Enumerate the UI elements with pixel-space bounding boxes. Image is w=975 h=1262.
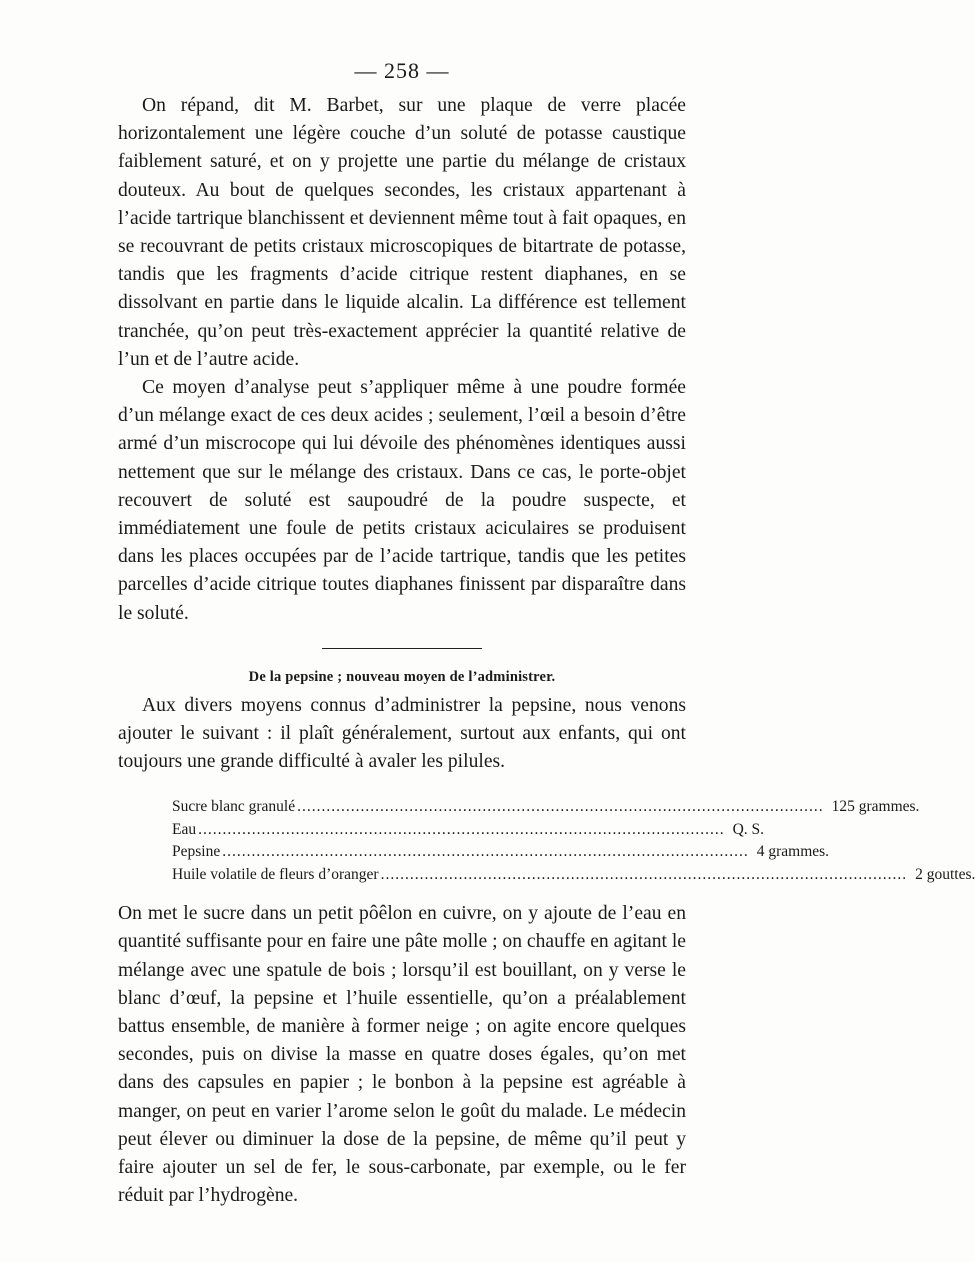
paragraph-powder-analysis: Ce moyen d’analyse peut s’appliquer même à une poudre formée d’un mélange exact de ces deux acides ; seulement, l’œil a besoin d’être armé d’un miscrocope qui lui dévoile des phénomènes identiques aussi nettement que sur le mélange des cristaux. Dans ce cas, le porte-objet recouvert de soluté est saupoudré de la poudre suspecte, et immédiatement une foule de petits cristaux aciculaires se produisent dans les places occupées par de l’acide tartrique, tandis que les petites parcelles d’acide citrique toutes diaphanes finissent par disparaître dans le soluté. <box>118 377 686 624</box>
recipe-row <box>172 841 830 863</box>
page-number: — 258 — <box>354 58 450 83</box>
leader-dots: ............................................................................................................ <box>297 798 824 816</box>
paragraph-preparation: On met le sucre dans un petit pôêlon en cuivre, on y ajoute de l’eau en quantité suffisante pour en faire une pâte molle ; on chauffe en agitant le mélange avec une spatule de bois ; lorsqu’il est bouillant, on y verse le blanc d’œuf, la pepsine et l’huile essentielle, qu’on a préalablement battus ensemble, de manière à former neige ; on agite encore quelques secondes, puis on divise la masse en quatre doses égales, qu’on met dans des capsules en papier ; le bonbon à la pepsine est agréable à manger, on peut en varier l’arome selon le goût du malade. Le médecin peut élever ou diminuer la dose de la pepsine, de même qu’il peut y faire ajouter un sel de fer, le sous-carbonate, par exemple, ou le fer réduit par l’hydrogène. <box>118 903 686 1207</box>
ingredient-name: Huile volatile de fleurs d’oranger <box>172 865 379 883</box>
book-page <box>118 58 975 1210</box>
recipe-list <box>172 796 975 886</box>
paragraph-barbet-method: On répand, dit M. Barbet, sur une plaque de verre placée horizontalement une légère couche d’un soluté de potasse caustique faiblement saturé, et on y projette une partie du mélange de cristaux douteux. Au bout de quelques secondes, les cristaux appartenant à l’acide tartrique blanchissent et deviennent même tout à fait opaques, en se recouvrant de petits cristaux microscopiques de bitartrate de potasse, tandis que les fragments d’acide citrique restent diaphanes, en se dissolvant en partie dans le liquide alcalin. La différence est tellement tranchée, qu’on peut très-exactement apprécier la quantité relative de l’un et de l’autre acide. <box>118 95 686 370</box>
leader-dots: ............................................................................................................ <box>222 843 749 861</box>
ingredient-quantity: Q. S. <box>732 820 765 838</box>
section-title: De la pepsine ; nouveau moyen de l’administrer. <box>248 668 556 685</box>
recipe-row <box>172 819 765 841</box>
recipe-row <box>172 864 975 886</box>
section-divider <box>322 648 482 649</box>
ingredient-quantity: 125 grammes. <box>831 798 920 816</box>
ingredient-quantity: 4 grammes. <box>756 843 830 861</box>
ingredient-name: Sucre blanc granulé <box>172 798 296 816</box>
paragraph-pepsine-intro: Aux divers moyens connus d’administrer la pepsine, nous venons ajouter le suivant : il plaît généralement, surtout aux enfants, qui ont toujours une grande difficulté à avaler les pilules. <box>118 694 686 773</box>
leader-dots: ............................................................................................................ <box>198 820 725 838</box>
leader-dots: ............................................................................................................ <box>380 865 908 883</box>
ingredient-name: Eau <box>172 820 197 838</box>
recipe-row <box>172 796 920 818</box>
ingredient-quantity: 2 gouttes. <box>915 865 975 883</box>
ingredient-name: Pepsine <box>172 843 221 861</box>
